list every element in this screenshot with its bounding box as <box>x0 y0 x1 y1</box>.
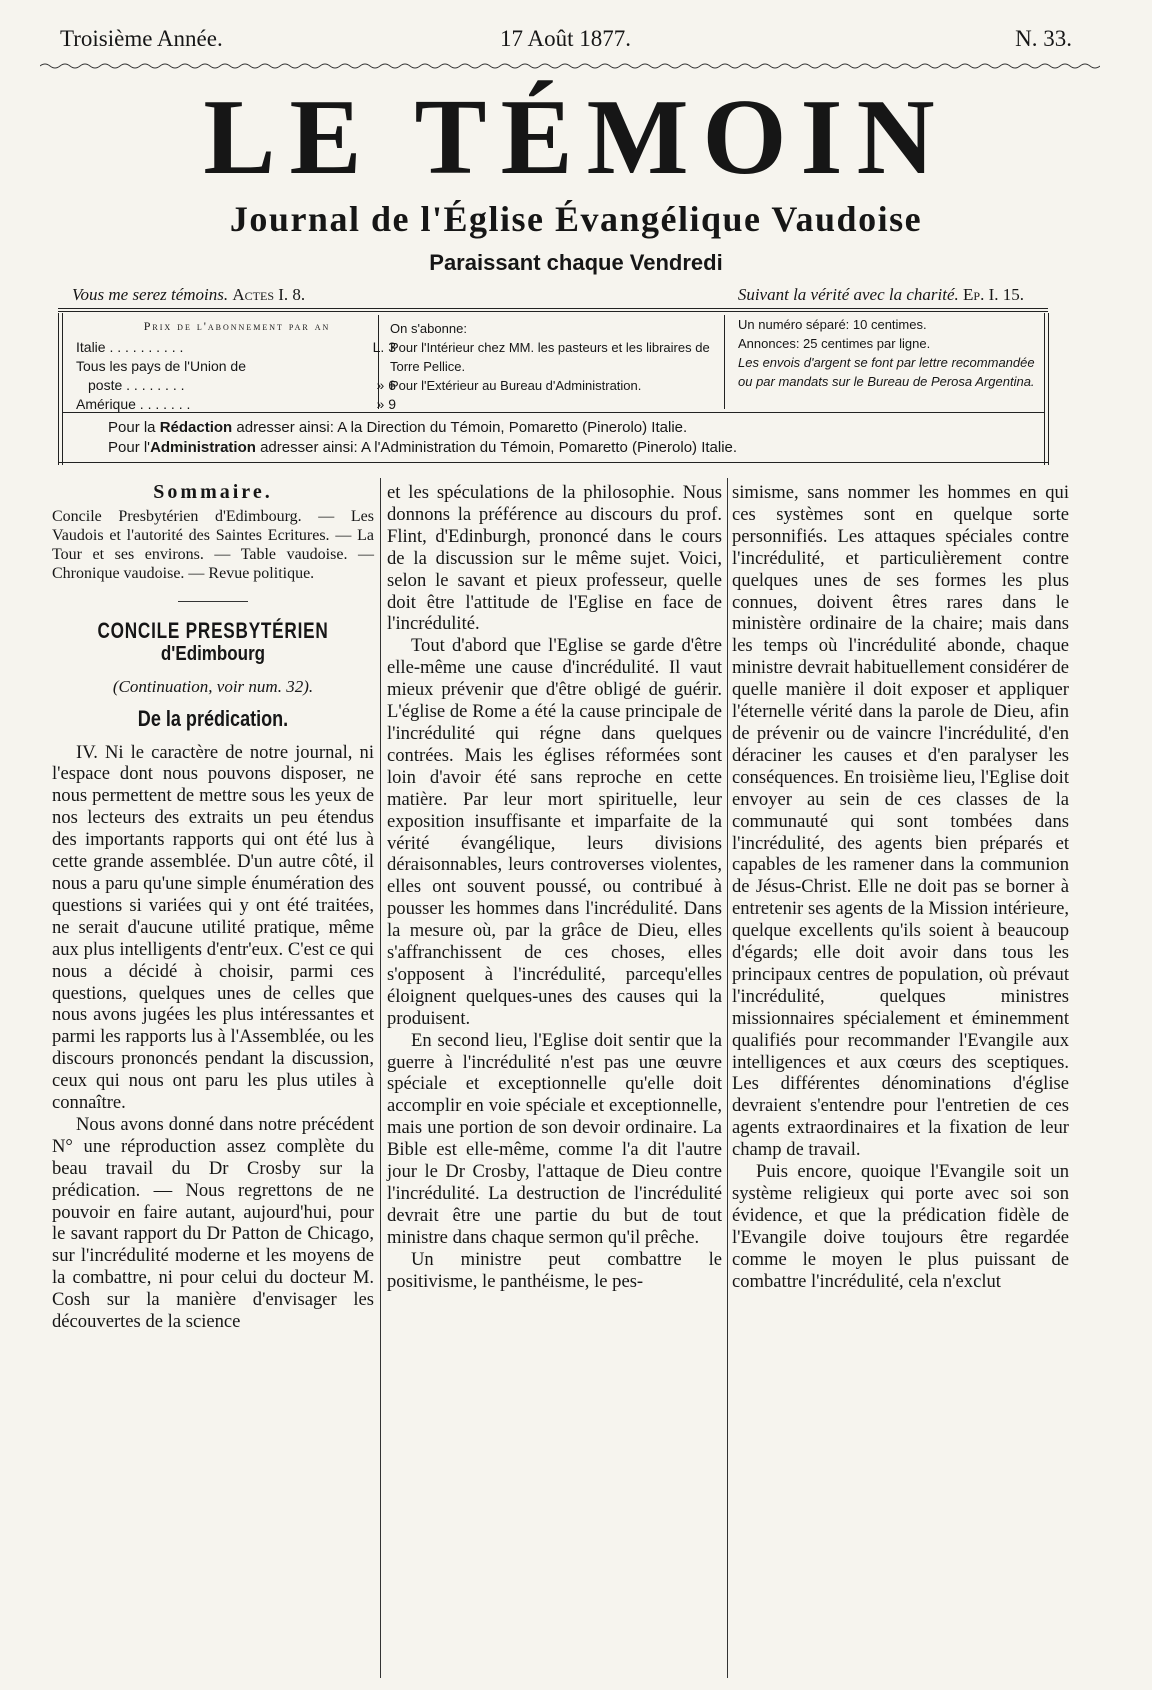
publication-frequency: Paraissant chaque Vendredi <box>429 250 723 275</box>
article-title-sub: d'Edimbourg <box>160 642 266 665</box>
ads-info <box>738 315 1038 391</box>
column-1 <box>52 482 374 1333</box>
wavy-rule <box>40 62 1100 70</box>
redaction-rest: adresser ainsi: A la Direction du Témoin, Pomaretto (Pinerolo) Italie. <box>236 419 688 436</box>
box-border-left <box>58 313 59 465</box>
admin-word: Administration <box>150 439 256 456</box>
price-label: Tous les pays de l'Union de <box>76 358 246 374</box>
subscribe-interior: Pour l'Intérieur chez MM. les pasteurs et les libraires de Torre Pellice. <box>390 340 710 374</box>
admin-rest: adresser ainsi: A l'Administration du Témoin, Pomaretto (Pinerolo) Italie. <box>260 439 738 456</box>
article-paragraph: Un ministre peut combattre le positivisme, le panthéisme, le pes- <box>387 1248 722 1292</box>
subscribe-exterior: Pour l'Extérieur au Bureau d'Administration. <box>390 378 642 393</box>
price-value: » 9 <box>376 396 396 412</box>
subscribe-title: On s'abonne: <box>390 321 467 336</box>
article-paragraph: simisme, sans nommer les hommes en qui ces systèmes sont en quelque sorte personnifiés. Les attaques spéciales contre l'incrédulité, et particulièrement contre quelques unes de ses formes les plus connues, doivent êtres rares dans le ministère ordinaire de la chaire; mais dans les temps où l'incrédulité abonde, chaque ministre devrait habituellement considérer de quelle manière il doit exposer et appliquer l'éternelle vérité dans la parole de Dieu, afin de prévenir ou de vaincre l'incrédulité, d'en déraciner les causes et d'en paralyser les conséquences. En troisième lieu, l'Eglise doit envoyer au sein de ces classes de la communauté qui sont tombées dans l'incrédulité, des agents bien préparés et capables de les ramener dans la communion de Jésus-Christ. Elle ne doit pas se borner à entretenir ses agents de la Mission intérieure, quelque excellents qu'ils soient à beaucoup d'égards; elle doit avoir dans tous les principaux centres de population, où prévaut l'incrédulité, quelques ministres missionnaires spécialement et éminemment qualifiés pour recommander l'Evangile aux intelligences et aux cœurs des sceptiques. Les différentes dénominations d'église devraient s'entendre pour l'entretien de ces agents extraordinaires et la fixation de leur champ de travail. <box>732 482 1069 1161</box>
issue-date: 17 Août 1877. <box>500 26 631 51</box>
volume-year: Troisième Année. <box>60 26 223 51</box>
subscribe-info <box>390 319 720 395</box>
price-row <box>76 377 396 393</box>
single-issue-price: Un numéro séparé: 10 centimes. <box>738 317 927 332</box>
article-paragraph: Nous avons donné dans notre précédent N° une réproduction assez complète du beau travail du Dr Crosby sur la prédication. — Nous regrettons de ne pouvoir en faire autant, aujourd'hui, pour le savant rapport du Dr Patton de Chicago, sur l'incrédulité moderne et les moyens de la combattre, ni pour celui du docteur M. Cosh sur la manière d'envisager les découvertes de la science <box>52 1113 374 1333</box>
price-row <box>76 358 396 374</box>
masthead-title: LE TÉMOIN <box>203 78 949 197</box>
masthead-subtitle: Journal de l'Église Évangélique Vaudoise <box>229 199 923 239</box>
column-3 <box>732 482 1069 1293</box>
issue-line <box>60 26 1072 56</box>
redaction-word: Rédaction <box>159 419 233 436</box>
box-rule-top2 <box>58 311 1048 312</box>
section-divider <box>178 601 248 602</box>
price-row <box>76 396 396 412</box>
box-border-right2 <box>1048 313 1049 465</box>
price-label: Italie . . . . . . . . . . <box>76 339 184 355</box>
article-title: CONCILE PRESBYTÉRIEN <box>97 617 329 643</box>
box-border-right <box>1044 313 1045 465</box>
motto-right-ref: Ep. I. 15. <box>963 285 1024 304</box>
article-section-title: De la prédication. <box>137 705 289 731</box>
redaction-address <box>108 419 687 436</box>
price-row <box>76 339 396 355</box>
column-2 <box>387 482 722 1293</box>
box-divider-2 <box>724 315 725 409</box>
sommaire-heading: Sommaire. <box>153 481 273 503</box>
sommaire-text: Concile Presbytérien d'Edimbourg. — Les Vaudois et l'autorité des Saintes Ecritures. — La Tour et ses environs. — Table vaudoise. — Chronique vaudoise. — Revue politique. <box>52 507 374 582</box>
motto-right <box>738 285 1024 305</box>
admin-prefix: Pour l' <box>108 439 151 456</box>
admin-address <box>108 439 737 456</box>
money-orders: Les envois d'argent se font par lettre recommandée ou par mandats sur le Bureau de Perosa Argentina. <box>738 355 1035 389</box>
redaction-prefix: Pour la <box>108 419 156 436</box>
article-paragraph: et les spéculations de la philosophie. Nous donnons la préférence au discours du prof. Flint, d'Edinburgh, prononcé dans le cours de la discussion sur le même sujet. Voici, selon le savant et pieux professeur, quelle doit être l'attitude de l'Eglise en face de l'incrédulité. <box>387 482 722 635</box>
price-heading: Prix de l'abonnement par an <box>143 319 331 333</box>
box-rule-bottom <box>58 462 1048 463</box>
box-rule-mid <box>62 412 1044 413</box>
price-value: » 6 <box>376 377 396 393</box>
box-rule-top <box>58 308 1048 309</box>
price-label: Amérique . . . . . . . <box>76 396 191 412</box>
column-rule-1 <box>380 478 381 1678</box>
article-paragraph: Tout d'abord que l'Eglise se garde d'être elle-même une cause d'incrédulité. Il vaut mieux prévenir que d'être obligé de guérir. L'église de Rome a été la cause principale de l'incrédulité qui régne dans quelques contrées. Mais les églises réformées sont loin d'avoir été sans reproche en cette matière. Par leur mort spirituelle, leur exposition insuffisante et imparfaite de la vérité évangélique, leurs divisions déraisonnables, leurs controverses violentes, elles ont souvent poussé, ou contribué à pousser les hommes dans l'incrédulité. Dans la mesure où, par la grâce de Dieu, elles s'affranchissent de ces choses, elles s'opposent à l'incrédulité, parcequ'elles éloignent quelques-unes des causes qui la produisent. <box>387 635 722 1029</box>
issue-number: N. 33. <box>1015 26 1072 51</box>
article-paragraph: Puis encore, quoique l'Evangile soit un système religieux qui porte avec soi son évidence, et que la prédication fidèle de l'Evangile doive toujours être regardée comme le moyen le plus puissant de combattre l'incrédulité, cela n'exclut <box>732 1161 1069 1292</box>
article-paragraph: En second lieu, l'Eglise doit sentir que la guerre à l'incrédulité n'est pas une œuvre spéciale et exceptionnelle qu'elle doit accomplir en voie spéciale et exceptionnelle, mais une portion de son devoir ordinaire. La Bible est elle-même, comme l'a dit l'autre jour le Dr Crosby, l'attaque de Dieu contre l'incrédulité. La destruction de l'incrédulité devrait être une partie du but de tout ministre dans chaque sermon qu'il prêche. <box>387 1029 722 1248</box>
price-label: poste . . . . . . . . <box>88 377 185 393</box>
article-continuation: (Continuation, voir num. 32). <box>112 676 314 696</box>
ads-price: Annonces: 25 centimes par ligne. <box>738 336 931 351</box>
article-paragraph: IV. Ni le caractère de notre journal, ni l'espace dont nous pouvons disposer, ne nous permettent de mettre sous les yeux de nos lecteurs des extraits un peu étendus des importants rapports qui ont été lus à cette grande assemblée. D'un autre côté, il nous a paru qu'une simple énumération des questions si variées qui y ont été traitées, ne serait d'aucune utilité pratique, même aux plus intelligents d'entr'eux. C'est ce qui nous a décidé à choisir, parmi ces questions, quelques unes de celles que nous avons jugées les plus intéressantes et parmi les rapports lus à l'Assemblée, ou les discours prononcés pendant la discussion, ceux qui nous ont paru les plus utiles à connaître. <box>52 741 374 1114</box>
box-border-left2 <box>62 313 63 465</box>
subscription-box <box>58 313 1048 465</box>
motto-left-text: Vous me serez témoins. <box>72 285 229 304</box>
motto-right-text: Suivant la vérité avec la charité. <box>737 285 959 304</box>
price-value: L. 3 <box>372 339 396 355</box>
column-rule-2 <box>727 478 728 1678</box>
motto-left <box>72 285 305 305</box>
motto-left-ref: Actes I. 8. <box>232 285 306 304</box>
